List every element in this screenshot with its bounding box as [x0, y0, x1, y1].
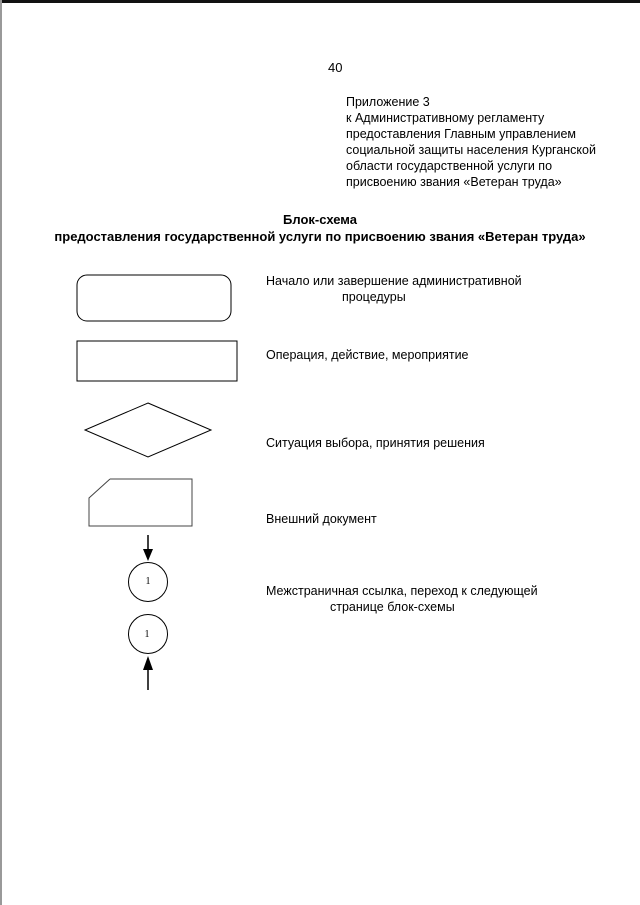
connector-description [266, 583, 538, 615]
page-top-border [0, 0, 640, 3]
appendix-line: предоставления Главным управлением [346, 127, 577, 141]
decision-description: Ситуация выбора, принятия решения [266, 436, 485, 450]
page-left-border [0, 0, 2, 905]
connector-label-bottom: 1 [144, 629, 150, 640]
process-description: Операция, действие, мероприятие [266, 348, 469, 362]
connector-text-line: Межстраничная ссылка, переход к следующей [266, 584, 538, 598]
appendix-line: социальной защиты населения Курганской [346, 143, 596, 157]
document-description: Внешний документ [266, 512, 377, 526]
appendix-line: к Административному регламенту [346, 111, 545, 125]
terminator-description [266, 273, 522, 305]
connector-outgoing [128, 614, 168, 690]
document-subtitle: предоставления государственной услуги по присвоению звания «Ветеран труда» [54, 229, 586, 244]
document-title: Блок-схема [283, 212, 357, 227]
terminator-text-line: процедуры [342, 290, 406, 304]
terminator-text-line: Начало или завершение административной [266, 274, 522, 288]
connector-text-line: странице блок-схемы [330, 600, 455, 614]
appendix-line: Приложение 3 [346, 95, 430, 109]
terminator-shape [76, 274, 232, 322]
page-number: 40 [328, 60, 343, 75]
appendix-line: области государственной услуги по [346, 159, 553, 173]
appendix-header [346, 94, 626, 190]
connector-label-top: 1 [145, 576, 151, 587]
process-shape [76, 340, 238, 382]
connector-incoming [128, 535, 168, 607]
document-shape [88, 478, 194, 528]
appendix-line: присвоению звания «Ветеран труда» [346, 175, 562, 189]
decision-shape [84, 402, 212, 458]
